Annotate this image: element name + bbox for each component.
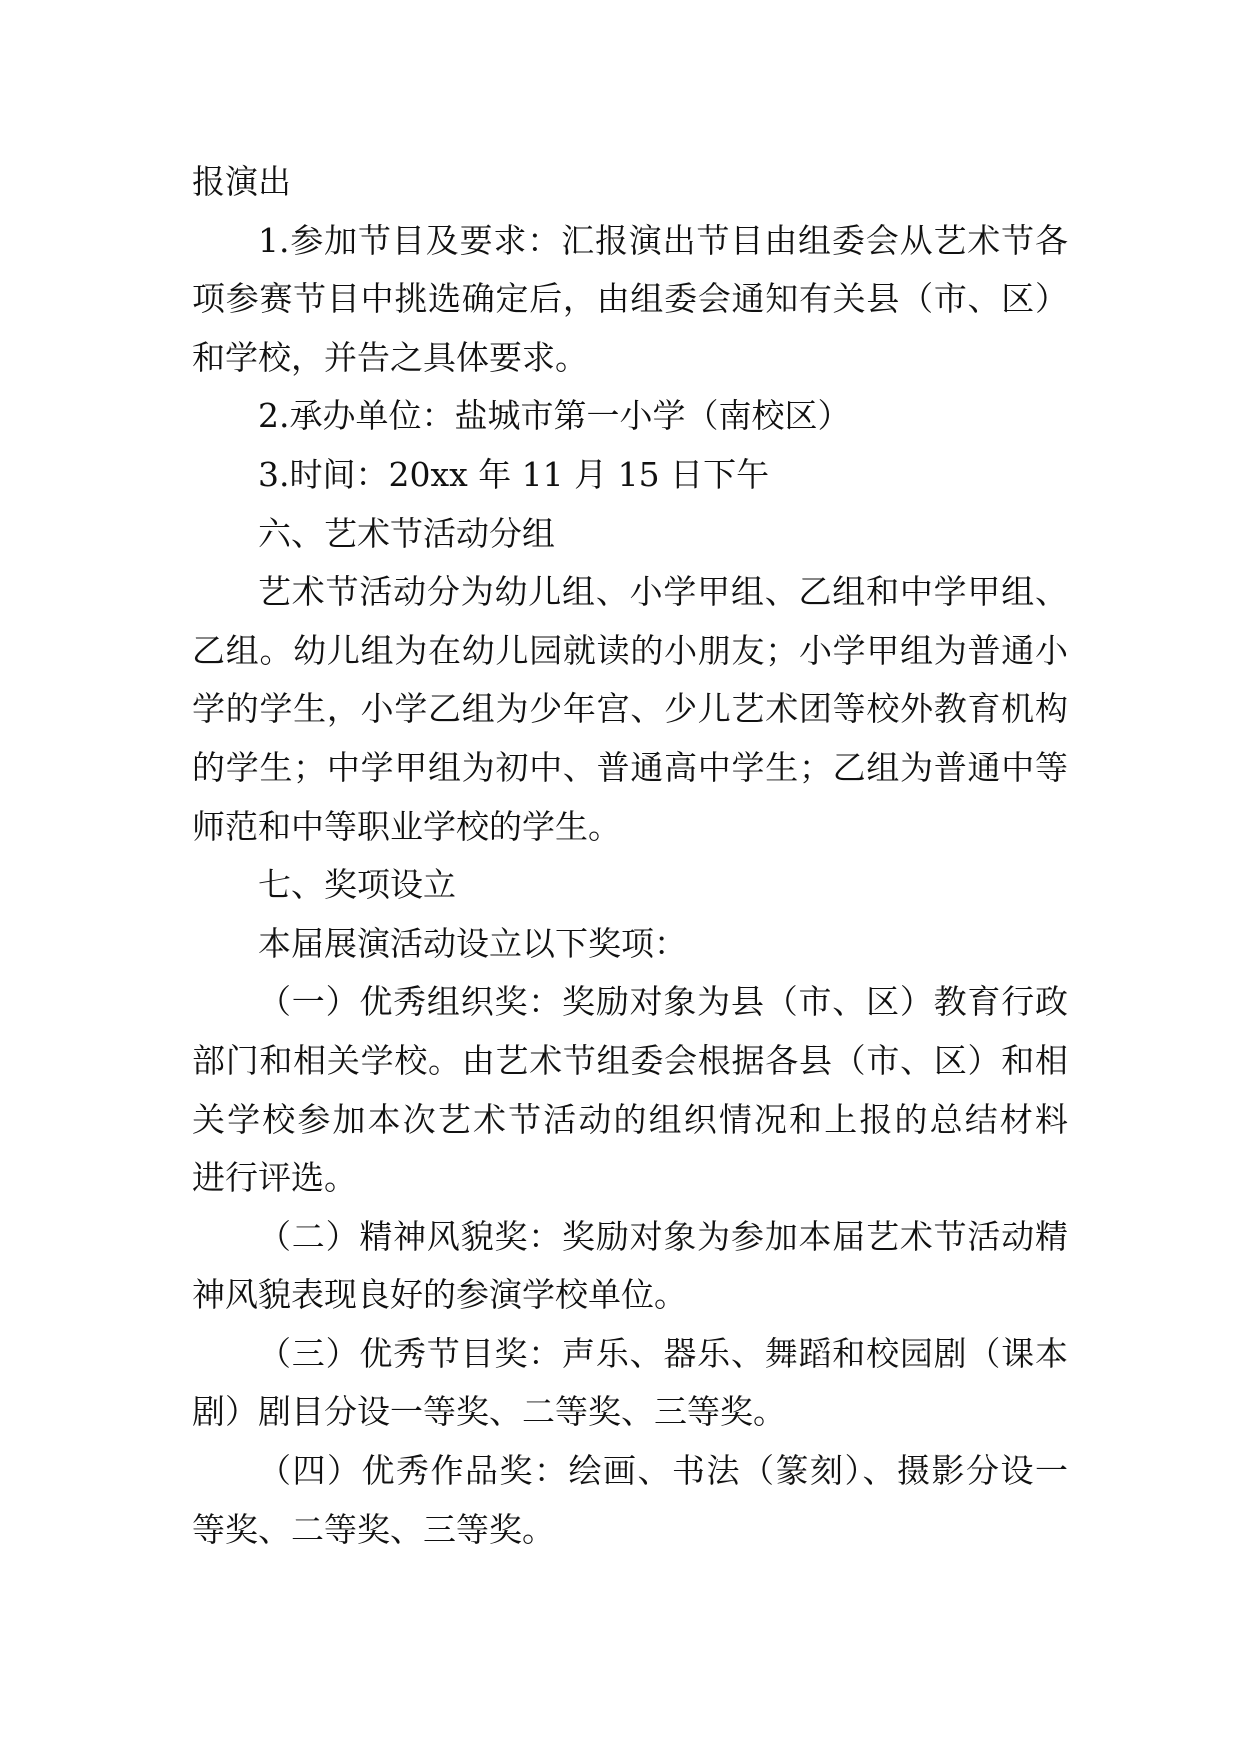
text-line: 本届展演活动设立以下奖项： [258,923,687,963]
text-line: 的学生；中学甲组为初中、普通高中学生；乙组为普通中等 [192,747,1068,787]
text-line: 等奖、二等奖、三等奖。 [192,1509,555,1549]
paragraph-award-2 [192,1208,1068,1325]
text-line: 师范和中等职业学校的学生。 [192,806,621,846]
paragraph-item-1 [192,212,1068,388]
paragraph-awards-intro [192,915,1068,974]
text-line: 部门和相关学校。由艺术节组委会根据各县（市、区）和相 [192,1040,1068,1080]
paragraph-item-2 [192,387,1068,446]
section-heading-6 [192,505,1068,564]
text-line: 3.时间：20xx 年 11 月 15 日下午 [258,454,770,494]
continued-paragraph [192,153,1068,212]
section-heading: 六、艺术节活动分组 [258,513,555,553]
section-heading-7 [192,856,1068,915]
document-body [192,153,1068,1559]
text-line: （一）优秀组织奖：奖励对象为县（市、区）教育行政 [258,982,1068,1022]
text-line: 学的学生，小学乙组为少年宫、少儿艺术团等校外教育机构 [192,689,1068,729]
text-line: 关学校参加本次艺术节活动的组织情况和上报的总结材料 [192,1099,1068,1139]
paragraph-award-1 [192,973,1068,1207]
text-line: （四）优秀作品奖：绘画、书法（篆刻）、摄影分设一 [258,1451,1068,1491]
text-line: 剧）剧目分设一等奖、二等奖、三等奖。 [192,1392,786,1432]
text-line: 1.参加节目及要求：汇报演出节目由组委会从艺术节各 [258,220,1068,260]
text-line: 和学校，并告之具体要求。 [192,337,588,377]
text-line: 2.承办单位：盐城市第一小学（南校区） [258,396,851,436]
paragraph-award-3 [192,1325,1068,1442]
text-line: 进行评选。 [192,1158,357,1198]
text-line: （二）精神风貌奖：奖励对象为参加本届艺术节活动精 [258,1216,1068,1256]
text-line: 乙组。幼儿组为在幼儿园就读的小朋友；小学甲组为普通小 [192,630,1068,670]
paragraph-item-3 [192,446,1068,505]
text-line: 神风貌表现良好的参演学校单位。 [192,1275,687,1315]
text-line: 报演出 [192,162,291,201]
paragraph-groups [192,563,1068,856]
text-line: 艺术节活动分为幼儿组、小学甲组、乙组和中学甲组、 [258,572,1068,612]
section-heading: 七、奖项设立 [258,865,456,905]
text-line: 项参赛节目中挑选确定后，由组委会通知有关县（市、区） [192,279,1068,319]
paragraph-award-4 [192,1442,1068,1559]
text-line: （三）优秀节目奖：声乐、器乐、舞蹈和校园剧（课本 [258,1333,1068,1373]
